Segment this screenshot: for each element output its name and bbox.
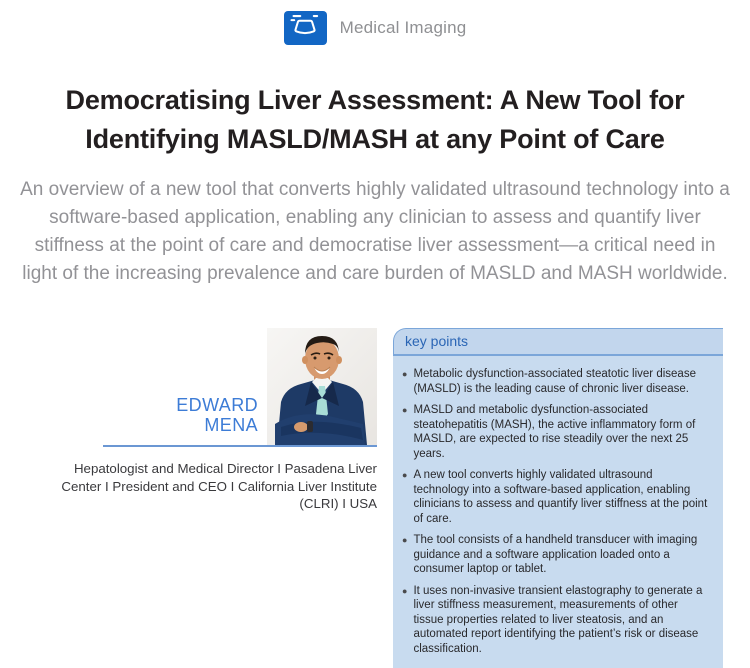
key-point-item [402, 533, 710, 577]
bullet-icon: ● [402, 585, 408, 596]
page-title-line-2: Identifying MASLD/MASH at any Point of Care [85, 124, 665, 154]
brand-header [0, 0, 750, 45]
key-point-item [402, 367, 710, 396]
ultrasound-transducer-icon [288, 12, 322, 44]
author-block [44, 328, 377, 513]
key-point-text: A new tool converts highly validated ultrasound technology into a software-based application, enabling clinicians to assess and quantify liver stiffness at the point of care. [413, 469, 708, 525]
bullet-icon: ● [402, 369, 408, 379]
key-point-item [402, 468, 710, 526]
article-subtitle: An overview of a new tool that converts highly validated ultrasound technology into a software-based application, enabling any clinician to assess and quantify liver stiffness at the point of care and democratise liver assessment—a critical need in light of the increasing prevalence and care burden of MASLD and MASH worldwide. [20, 179, 730, 284]
title-block [0, 81, 750, 288]
key-points-box [393, 328, 723, 668]
bullet-icon: ● [402, 470, 408, 480]
author-credentials: Hepatologist and Medical Director I Pasadena Liver Center I President and CEO I California Liver Institute (CLRI) I USA [61, 461, 377, 511]
brand-logo [284, 11, 327, 45]
key-point-text: It uses non-invasive transient elastography to generate a liver stiffness measurement, measurements of other tissue properties related to liver steatosis, and an automated report identifying the patient’s risk or disease classification. [413, 584, 703, 655]
bullet-icon: ● [402, 535, 408, 545]
key-point-text: MASLD and metabolic dysfunction-associated steatohepatitis (MASH), the active inflammatory form of MASLD, are expected to rise steadily over the next 25 years. [413, 404, 696, 460]
author-keypoints-row [0, 328, 750, 668]
brand-name: Medical Imaging [339, 18, 467, 37]
page-title-line-1: Democratising Liver Assessment: A New Tool for [65, 85, 685, 115]
author-photo [267, 328, 377, 445]
author-last-name: MENA [204, 415, 258, 435]
key-point-text: Metabolic dysfunction-associated steatotic liver disease (MASLD) is the leading cause of chronic liver disease. [413, 368, 696, 395]
key-point-item [402, 584, 710, 657]
author-name [176, 395, 258, 445]
author-first-name: EDWARD [176, 395, 258, 415]
key-points-heading: key points [393, 328, 723, 356]
key-point-item [402, 403, 710, 461]
key-point-text: The tool consists of a handheld transducer with imaging guidance and a software application loaded onto a consumer laptop or tablet. [413, 534, 698, 575]
author-divider [103, 445, 377, 447]
bullet-icon: ● [402, 405, 408, 415]
key-points-list [393, 356, 723, 668]
author-name-photo [44, 328, 377, 445]
